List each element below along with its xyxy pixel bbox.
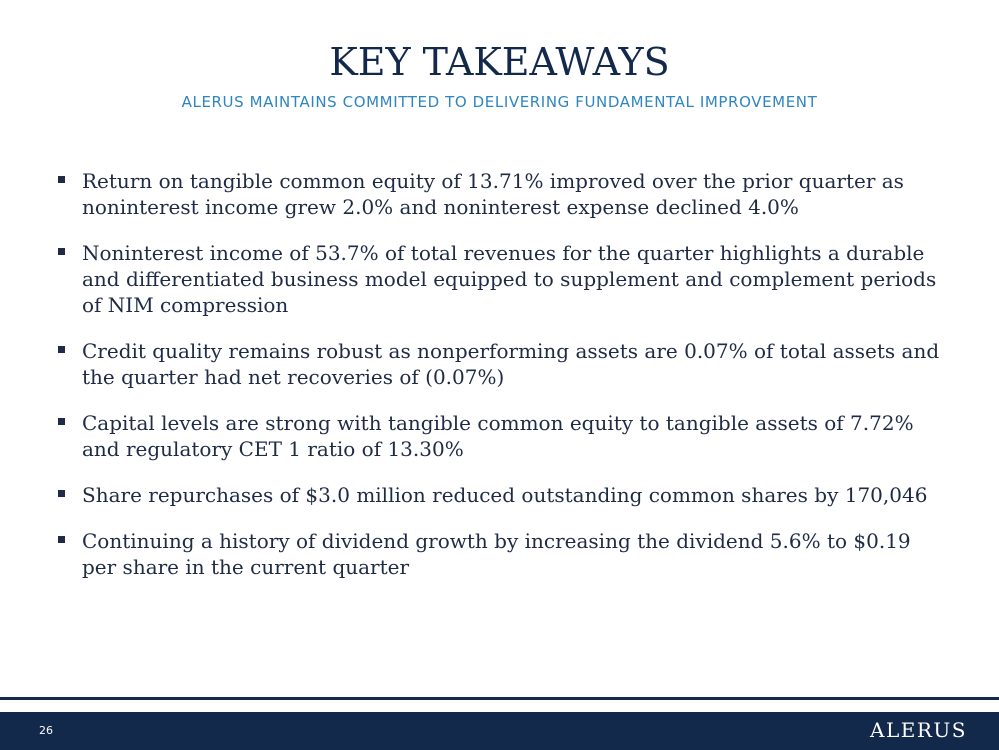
footer-divider: [0, 697, 999, 700]
square-bullet-icon: [58, 418, 65, 425]
list-item: [58, 410, 948, 462]
bullet-text: Return on tangible common equity of 13.71% improved over the prior quarter as noninterest income grew 2.0% and noninterest expense declined 4.0%: [82, 169, 904, 219]
bullet-text: Continuing a history of dividend growth by increasing the dividend 5.6% to $0.19 per share in the current quarter: [82, 529, 911, 579]
footer-bar: [0, 712, 999, 750]
list-item: [58, 528, 948, 580]
slide-subtitle: ALERUS MAINTAINS COMMITTED TO DELIVERING FUNDAMENTAL IMPROVEMENT: [181, 93, 818, 111]
square-bullet-icon: [58, 346, 65, 353]
square-bullet-icon: [58, 536, 65, 543]
square-bullet-icon: [58, 176, 65, 183]
list-item: [58, 240, 948, 318]
slide-title: KEY TAKEAWAYS: [329, 40, 670, 84]
takeaways-list: [58, 168, 948, 600]
bullet-text: Noninterest income of 53.7% of total revenues for the quarter highlights a durable and differentiated business model equipped to supplement and complement periods of NIM compression: [82, 241, 937, 317]
bullet-text: Capital levels are strong with tangible common equity to tangible assets of 7.72% and regulatory CET 1 ratio of 13.30%: [82, 411, 914, 461]
list-item: [58, 482, 948, 508]
list-item: [58, 338, 948, 390]
page-number: 26: [39, 724, 53, 737]
alerus-logo: ALERUS: [870, 718, 967, 742]
square-bullet-icon: [58, 490, 65, 497]
bullet-text: Share repurchases of $3.0 million reduced outstanding common shares by 170,046: [82, 483, 928, 507]
square-bullet-icon: [58, 248, 65, 255]
list-item: [58, 168, 948, 220]
bullet-text: Credit quality remains robust as nonperforming assets are 0.07% of total assets and the quarter had net recoveries of (0.07%): [82, 339, 940, 389]
